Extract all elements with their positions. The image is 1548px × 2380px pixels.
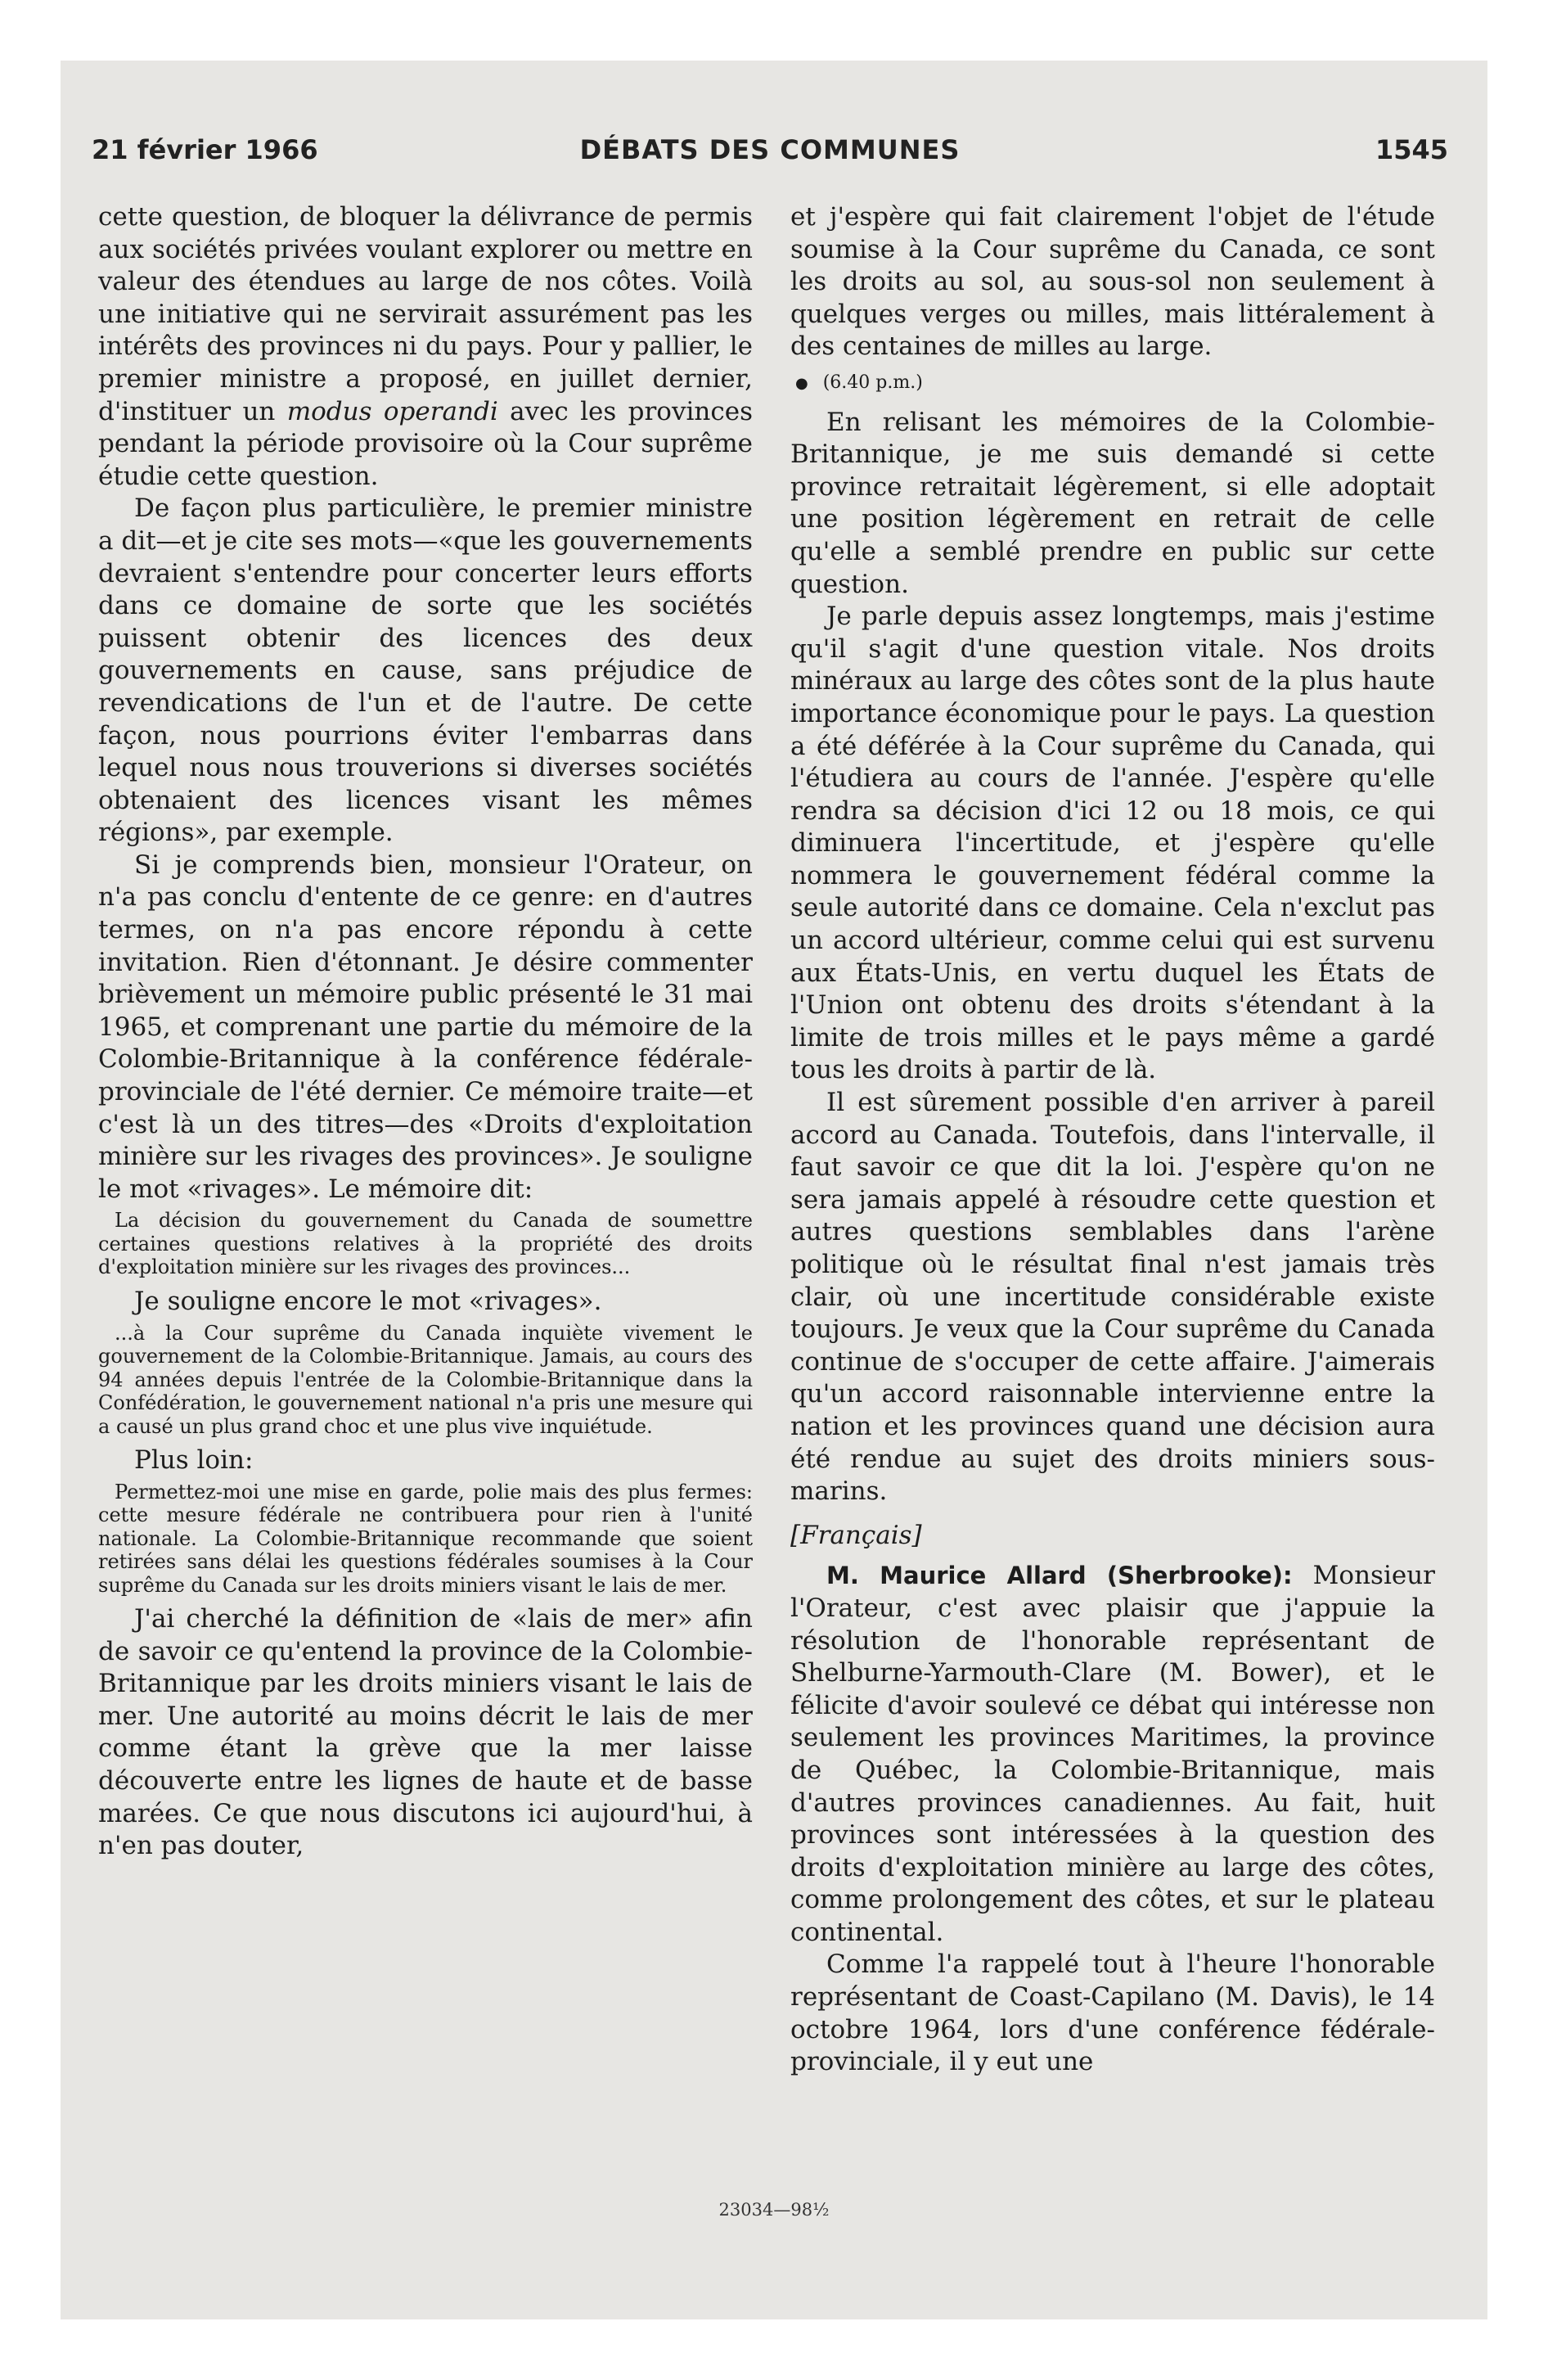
paragraph: et j'espère qui fait clairement l'objet de l'étude soumise à la Cour suprême du Canada, ce sont les droits au sol, au sous-sol non seulement à quelques verges ou milles, mais littéralement à des centaines de milles au large.	[790, 202, 1435, 362]
paragraph: De façon plus particulière, le premier ministre a dit—et je cite ses mots—«que les gouvernements devraient s'entendre pour concerter leurs efforts dans ce domaine de sorte que les sociétés puissent obtenir des licences des deux gouvernements en cause, sans préjudice de revendications de l'un et de l'autre. De cette façon, nous pourrions éviter l'embarras dans lequel nous nous trouverions si diverses sociétés obtenaient des licences visant les mêmes régions», par exemple.	[98, 494, 753, 848]
right-column	[790, 201, 1435, 2079]
header-title: DÉBATS DES COMMUNES	[579, 134, 961, 165]
timestamp	[795, 367, 1435, 400]
paragraph-text: cette question, de bloquer la délivrance de permis aux sociétés privées voulant explorer ou mettre en valeur des étendues au large de nos côtes. Voilà une initiative qui ne servirait assurément pas les intérêts des provinces ni du pays. Pour y pallier, le premier ministre a proposé, en juillet dernier, d'instituer un	[98, 202, 753, 426]
header-date: 21 février 1966	[92, 134, 318, 165]
paragraph: Je parle depuis assez longtemps, mais j'estime qu'il s'agit d'une question vitale. Nos droits minéraux au large des côtes sont de la plus haute importance économique pour le pays. La question a été déférée à la Cour suprême du Canada, qui l'étudiera au cours de l'année. J'espère qu'elle rendra sa décision d'ici 12 ou 18 mois, ce qui diminuera l'incertitude, et j'espère qu'elle nommera le gouvernement fédéral comme la seule autorité dans ce domaine. Cela n'exclut pas un accord ultérieur, comme celui qui est survenu aux États-Unis, en vertu duquel les États de l'Union ont obtenu des droits s'étendant à la limite de trois milles et le pays même a gardé tous les droits à partir de là.	[790, 602, 1435, 1085]
italic-term: modus operandi	[286, 396, 498, 426]
paragraph	[790, 1560, 1435, 1949]
paragraph: Je souligne encore le mot «rivages».	[134, 1286, 602, 1316]
paragraph: Comme l'a rappelé tout à l'heure l'honorable représentant de Coast-Capilano (M. Davis), le 14 octobre 1964, lors d'une conférence fédérale-provinciale, il y eut une	[790, 1950, 1435, 2077]
block-quote: ...à la Cour suprême du Canada inquiète vivement le gouvernement de la Colombie-Britannique. Jamais, au cours des 94 années depuis l'entrée de la Colombie-Britannique dans la Confédération, le gouvernement national n'a pris une mesure qui a causé un plus grand choc et une plus vive inquiétude.	[98, 1321, 753, 1438]
paragraph: En relisant les mémoires de la Colombie-Britannique, je me suis demandé si cette province retraitait légèrement, si elle adoptait une position légèrement en retrait de celle qu'elle a semblé prendre en public sur cette question.	[790, 407, 1435, 599]
paragraph: Plus loin:	[134, 1445, 254, 1475]
page-header	[92, 134, 1448, 180]
paragraph: Il est sûrement possible d'en arriver à pareil accord au Canada. Toutefois, dans l'intervalle, il faut savoir ce que dit la loi. J'espère qu'on ne sera jamais appelé à résoudre cette question et autres questions semblables dans l'arène politique où le résultat final n'est jamais très clair, où une incertitude considérable existe toujours. Je veux que la Cour suprême du Canada continue de s'occuper de cette affaire. J'aimerais qu'un accord raisonnable intervienne entre la nation et les provinces quand une décision aura été rendue au sujet des droits miniers sous-marins.	[790, 1088, 1435, 1507]
bullet-icon: ●	[795, 374, 808, 392]
paragraph: J'ai cherché la définition de «lais de mer» afin de savoir ce qu'entend la province de la Colombie-Britannique par les droits miniers visant le lais de mer. Une autorité au moins décrit le lais de mer comme étant la grève que la mer laisse découverte entre les lignes de haute et de basse marées. Ce que nous discutons ici aujourd'hui, à n'en pas douter,	[98, 1604, 753, 1861]
block-quote: La décision du gouvernement du Canada de soumettre certaines questions relatives à la propriété des droits d'exploitation minière sur les rivages des provinces...	[98, 1209, 753, 1279]
header-page-number: 1545	[1375, 134, 1448, 165]
block-quote: Permettez-moi une mise en garde, polie mais des plus fermes: cette mesure fédérale ne contribuera pour rien à l'unité nationale. La Colombie-Britannique recommande que soient retirées sans délai les questions fédérales soumises à la Cour suprême du Canada sur les droits miniers visant le lais de mer.	[98, 1480, 753, 1597]
language-marker: [Français]	[790, 1520, 922, 1550]
paragraph-text: avec les provinces pendant la période provisoire où la Cour suprême étudie cette question.	[98, 396, 753, 491]
paragraph: Si je comprends bien, monsieur l'Orateur, on n'a pas conclu d'entente de ce genre: en d'autres termes, on n'a pas encore répondu à cette invitation. Rien d'étonnant. Je désire commenter brièvement un mémoire public présenté le 31 mai 1965, et comprenant une partie du mémoire de la Colombie-Britannique à la conférence fédérale-provinciale de l'été dernier. Ce mémoire traite—et c'est là un des titres—des «Droits d'exploitation minière sur les rivages des provinces». Je souligne le mot «rivages». Le mémoire dit:	[98, 850, 753, 1204]
timestamp-text: (6.40 p.m.)	[822, 372, 923, 393]
page-footer: 23034—98½	[718, 2200, 830, 2220]
paragraph	[98, 201, 753, 493]
left-column	[98, 201, 753, 1863]
speaker-name: M. Maurice Allard (Sherbrooke):	[826, 1562, 1293, 1590]
paragraph-text: Monsieur l'Orateur, c'est avec plaisir que j'appuie la résolution de l'honorable représentant de Shelburne-Yarmouth-Clare (M. Bower), et le félicite d'avoir soulevé ce débat qui intéresse non seulement les provinces Maritimes, la province de Québec, la Colombie-Britannique, mais d'autres provinces canadiennes. Au fait, huit provinces sont intéressées à la question des droits d'exploitation minière au large des côtes, comme prolongement des côtes, et sur le plateau continental.	[790, 1561, 1435, 1947]
